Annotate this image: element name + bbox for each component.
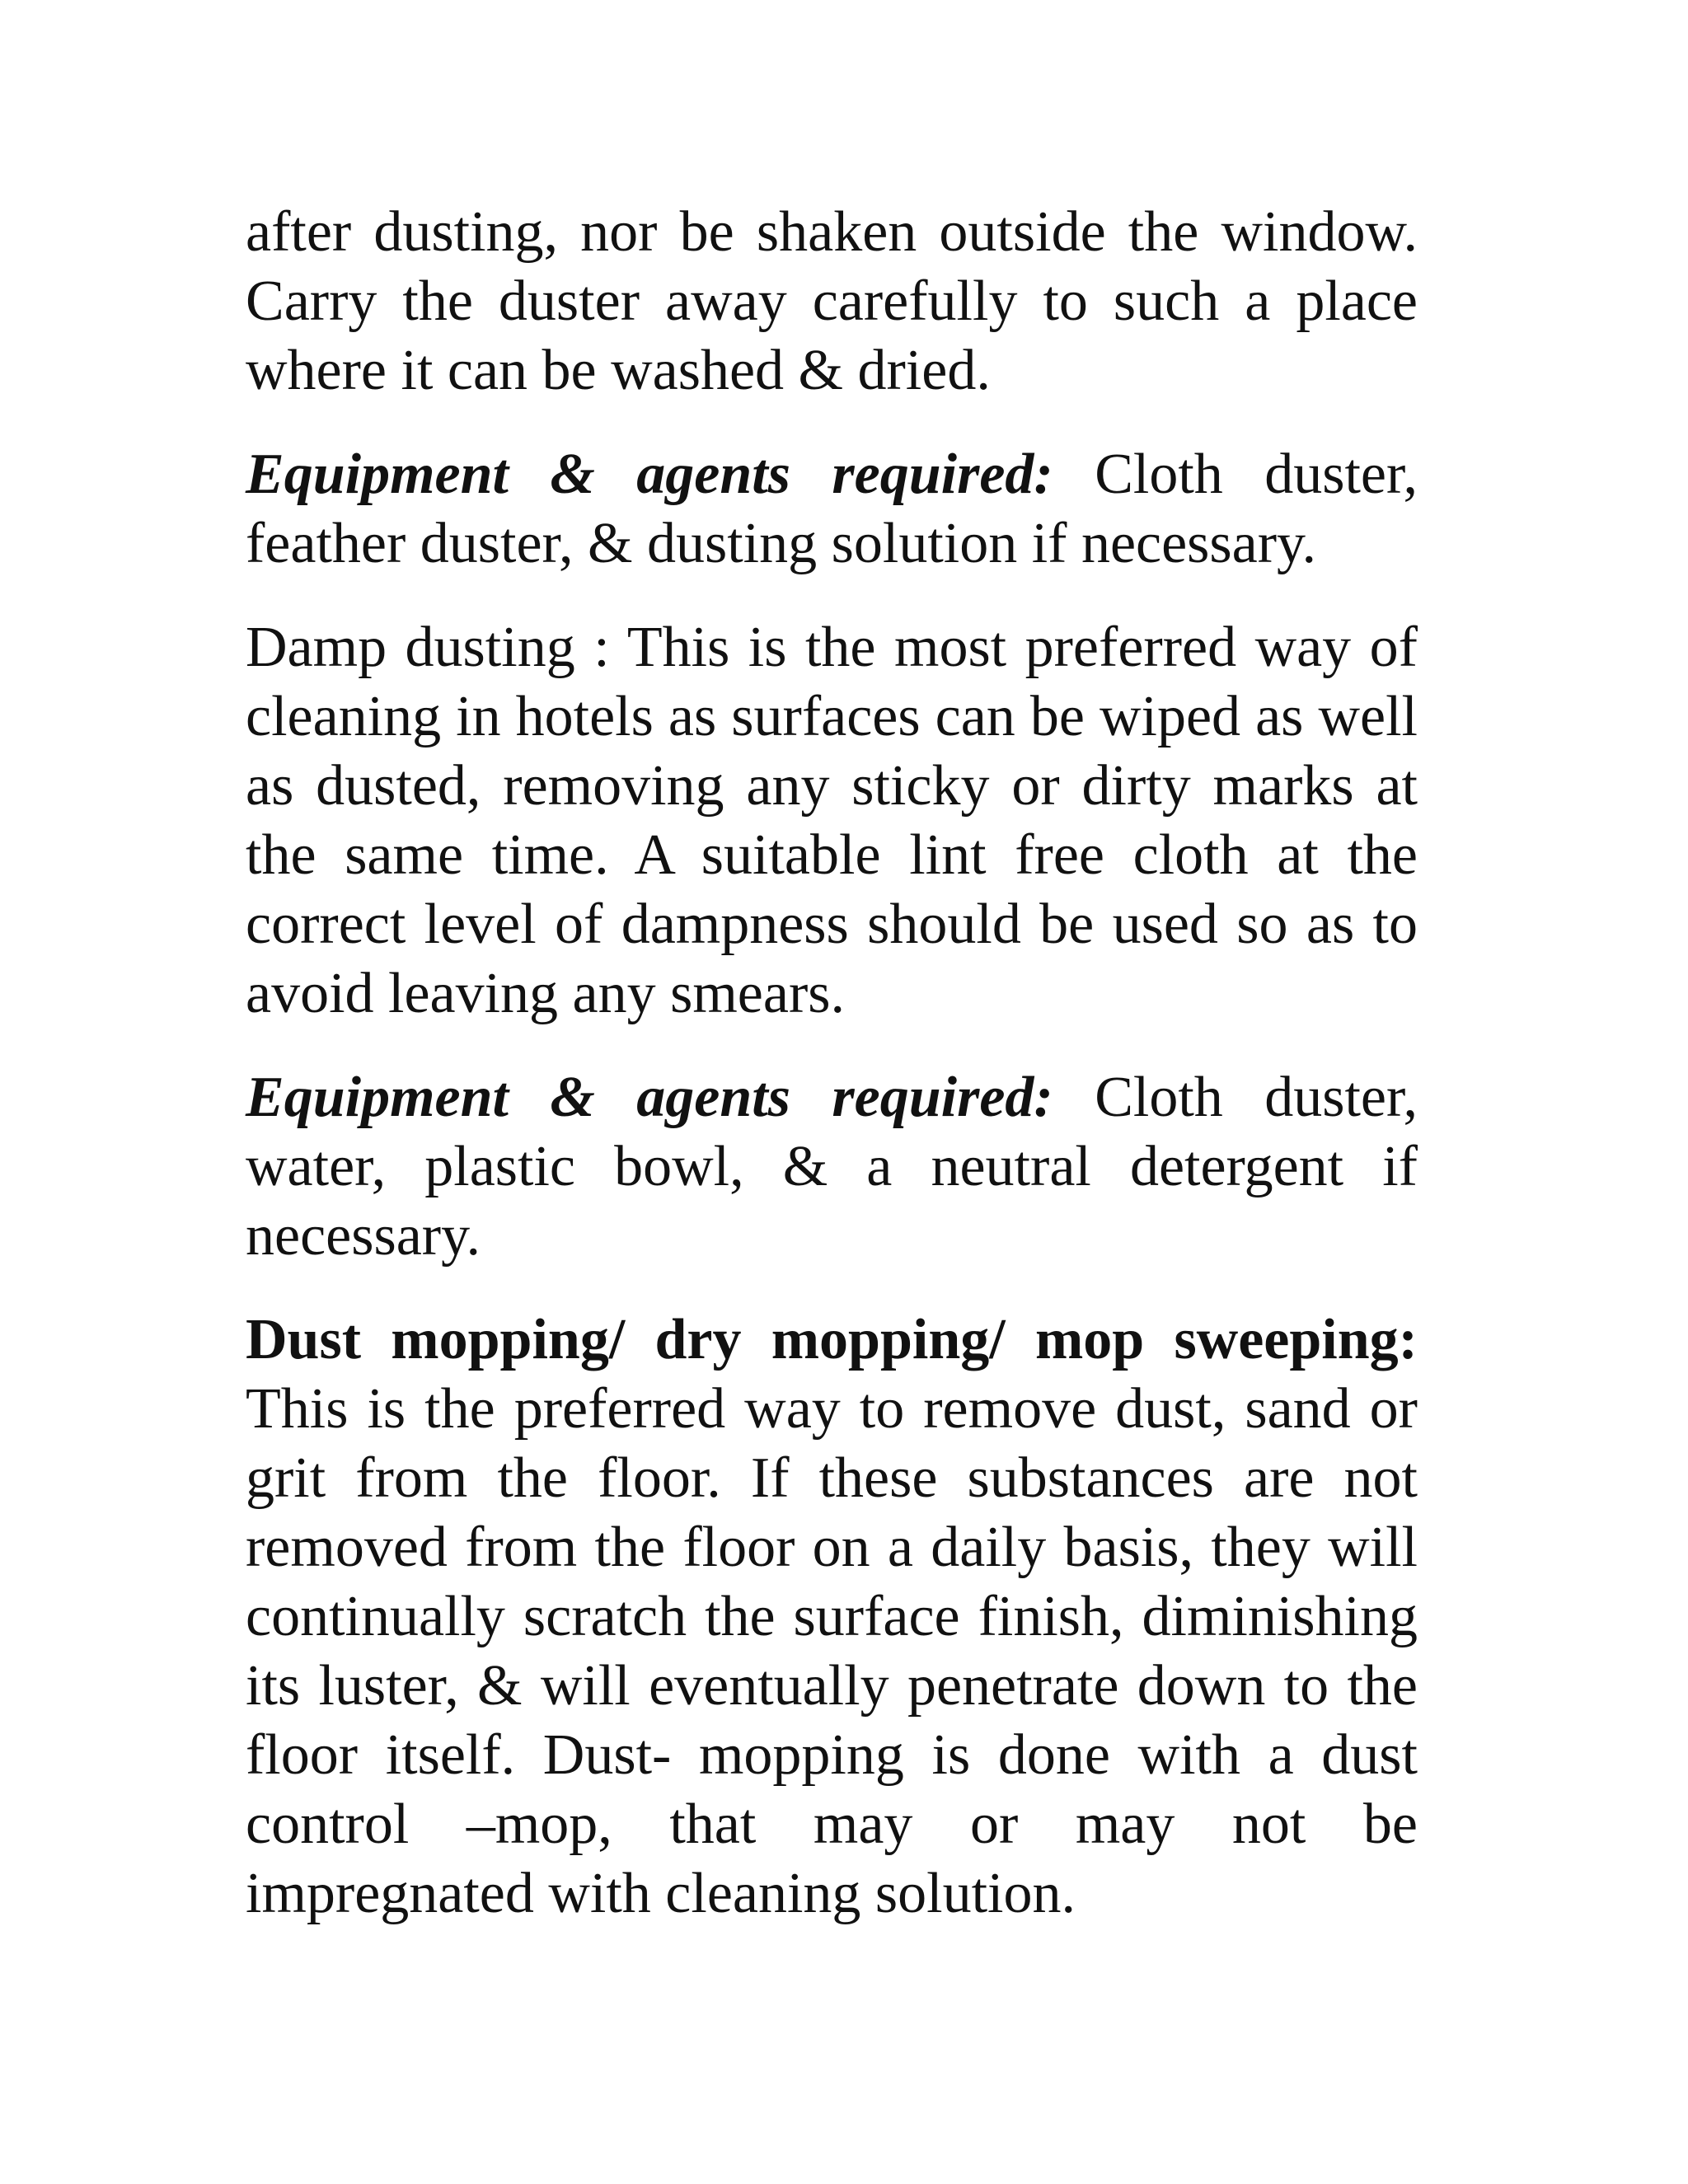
paragraph-equipment-dry-dusting — [246, 440, 1418, 579]
dust-mopping-heading: Dust mopping/ dry mopping/ mop sweeping: — [246, 1308, 1418, 1371]
paragraph-text: Damp dusting : This is the most preferred way of cleaning in hotels as surfaces can be wiped as well as dusted, removing any sticky or dirty marks at the same time. A suitable lint free cloth at the correct level of dampness should be used so as to avoid leaving any smears. — [246, 616, 1418, 1025]
paragraph-text: after dusting, nor be shaken outside the window. Carry the duster away carefully to such a place where it can be washed & dried. — [246, 200, 1418, 402]
paragraph-text: Cloth duster, water, plastic bowl, & a neutral detergent if necessary. — [246, 1066, 1418, 1268]
paragraph-text: This is the preferred way to remove dust, sand or grit from the floor. If these substances are not removed from the floor on a daily basis, they will continually scratch the surface finish, diminishing its luster, & will eventually penetrate down to the floor itself. Dust- mopping is done with a dust control –mop, that may or may not be impregnated with cleaning solution. — [246, 1377, 1418, 1925]
paragraph-damp-dusting — [246, 613, 1418, 1029]
paragraph-equipment-damp-dusting — [246, 1063, 1418, 1271]
document-page — [246, 198, 1418, 1963]
equipment-heading: Equipment & agents required: — [246, 1066, 1053, 1129]
equipment-heading: Equipment & agents required: — [246, 443, 1053, 506]
paragraph-text: Cloth duster, feather duster, & dusting solution if necessary. — [246, 443, 1418, 575]
paragraph-dusting-end — [246, 198, 1418, 405]
paragraph-dust-mopping — [246, 1305, 1418, 1929]
